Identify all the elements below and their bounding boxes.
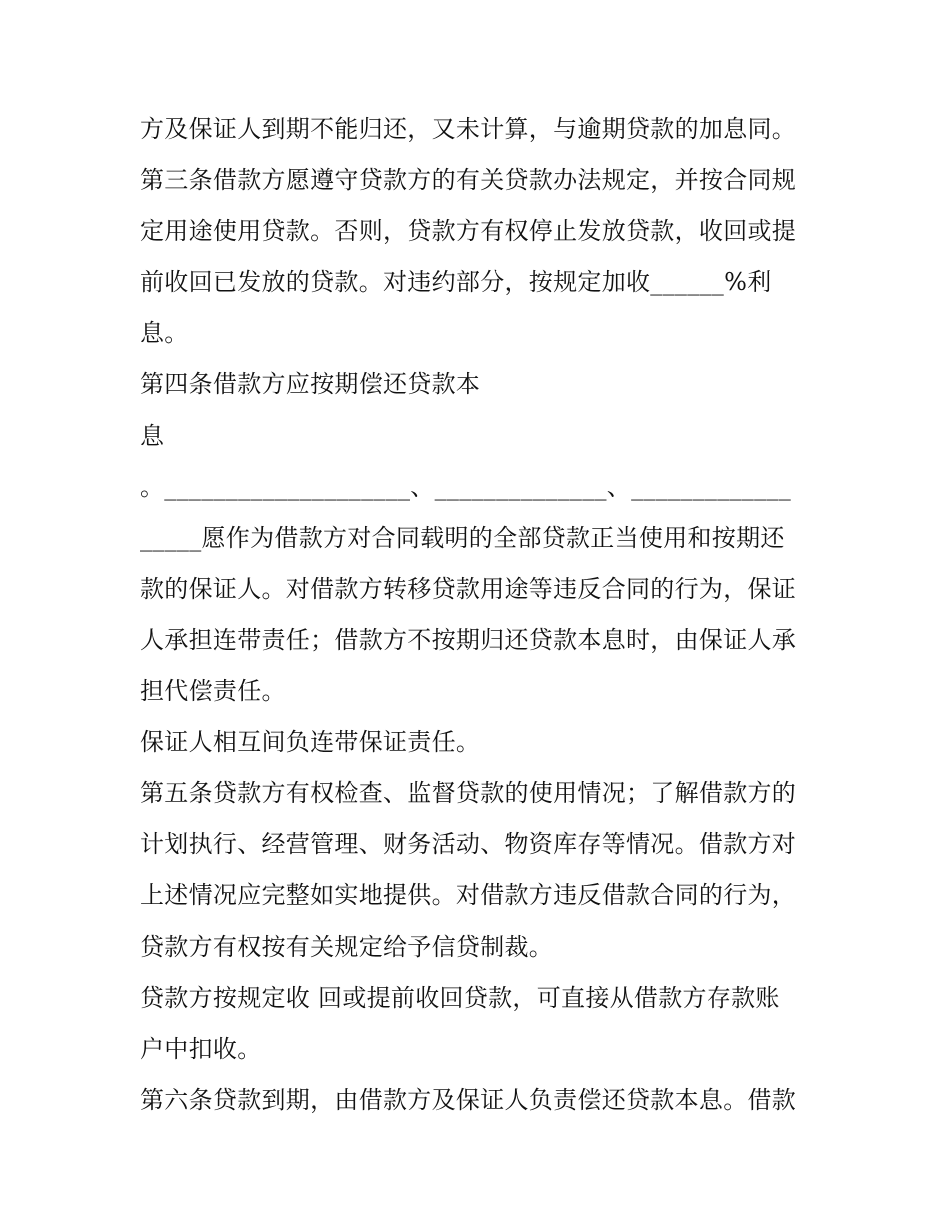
text-line: 息。: [140, 319, 189, 348]
document-body: [140, 104, 820, 1126]
text-line: 方及保证人到期不能归还，又未计算，与逾期贷款的加息同。: [140, 115, 797, 143]
text-line: 保证人相互间负连带保证责任。: [140, 728, 481, 757]
text-line: 第三条借款方愿遵守贷款方的有关贷款办法规定，并按合同规: [140, 166, 797, 195]
text-line: 第四条借款方应按期偿还贷款本: [140, 370, 481, 399]
text-line: 前收回已发放的贷款。对违约部分，按规定加收______%利: [140, 268, 772, 297]
text-line: _____愿作为借款方对合同载明的全部贷款正当使用和按期还: [140, 523, 785, 552]
text-line: 定用途使用贷款。否则，贷款方有权停止发放贷款，收回或提: [140, 217, 797, 246]
text-line: 贷款方有权按有关规定给予信贷制裁。: [140, 932, 554, 961]
text-line: 人承担连带责任；借款方不按期归还贷款本息时，由保证人承: [140, 625, 797, 654]
text-line: 第六条贷款到期，由借款方及保证人负责偿还贷款本息。借款: [140, 1085, 797, 1114]
text-line: 上述情况应完整如实地提供。对借款方违反借款合同的行为，: [140, 881, 797, 910]
text-line: 款的保证人。对借款方转移贷款用途等违反合同的行为，保证: [140, 574, 797, 603]
text-line: 贷款方按规定收 回或提前收回贷款，可直接从借款方存款账: [140, 983, 780, 1012]
text-line: 。____________________、______________、_____________: [140, 472, 791, 501]
text-line: 计划执行、经营管理、财务活动、物资库存等情况。借款方对: [140, 830, 797, 859]
text-line: 第五条贷款方有权检查、监督贷款的使用情况；了解借款方的: [140, 779, 797, 808]
text-line: 息: [140, 421, 165, 450]
text-line: 户中扣收。: [140, 1034, 262, 1063]
text-line: 担代偿责任。: [140, 677, 286, 706]
